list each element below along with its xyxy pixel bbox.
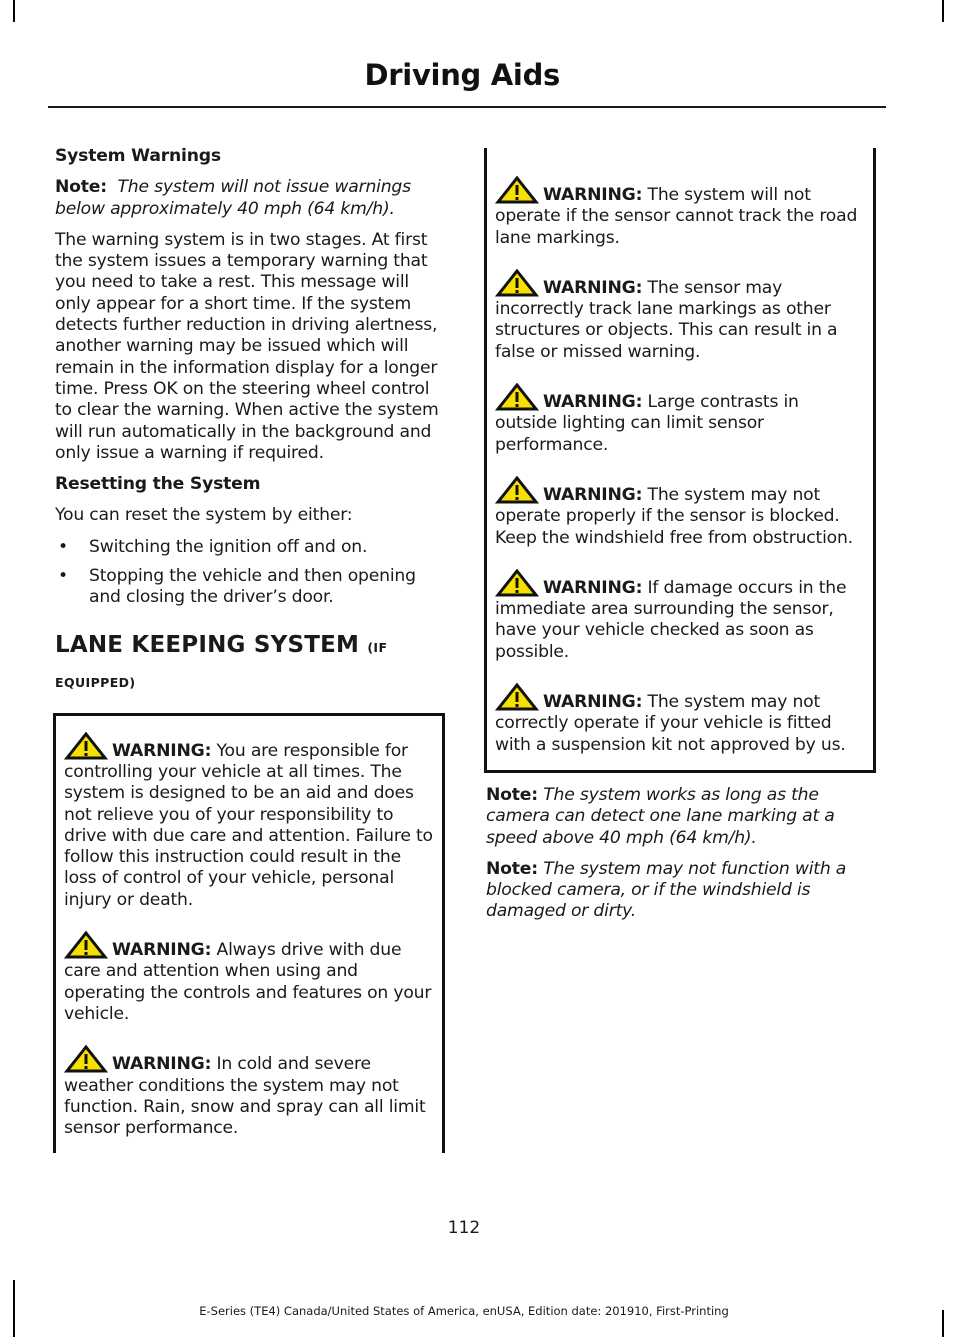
warning-triangle-icon: [495, 683, 539, 711]
resetting-heading: Resetting the System: [55, 474, 261, 495]
right-column: [486, 148, 878, 933]
warning-box-right: [484, 148, 876, 773]
system-warnings-heading: System Warnings: [55, 146, 221, 166]
page-number: 112: [447, 1218, 481, 1238]
warning-triangle-icon: [495, 569, 539, 597]
warning-item: WARNING: You are responsible for controlling your vehicle at all times. The system is designed to be an aid and does not relieve you of your responsibility to drive with due care and attention. Failure to follow this instruction could result in the loss of control of your vehicle, personal injury or death.: [64, 732, 434, 911]
note-speed: Note: The system will not issue warnings below approximately 40 mph (64 km/h).: [55, 177, 411, 219]
warning-item: WARNING: Always drive with due care and attention when using and operating the controls and features on your vehicle.: [64, 931, 434, 1025]
warning-item: WARNING: In cold and severe weather conditions the system may not function. Rain, snow and spray can all limit sensor performance.: [64, 1045, 434, 1139]
note-camera-lane: Note: The system works as long as the camera can detect one lane marking at a speed above 40 mph (64 km/h).: [486, 784, 835, 848]
warning-triangle-icon: [495, 383, 539, 411]
warning-triangle-icon: [495, 269, 539, 297]
crop-mark-top-left: [13, 0, 15, 22]
warning-triangle-icon: [64, 931, 108, 959]
warning-item: WARNING: If damage occurs in the immediate area surrounding the sensor, have your vehicle checked as soon as possible.: [495, 569, 865, 663]
warning-item: WARNING: The system may not operate properly if the sensor is blocked. Keep the windshield free from obstruction.: [495, 476, 865, 549]
section-heading-lane-keeping: LANE KEEPING SYSTEM (IF EQUIPPED): [55, 631, 388, 690]
warning-item: WARNING: The system will not operate if the sensor cannot track the road lane markings.: [495, 176, 865, 249]
page-title: Driving Aids: [364, 58, 560, 92]
list-item: • Stopping the vehicle and then opening and closing the driver’s door.: [58, 566, 416, 608]
note-blocked-camera: Note: The system may not function with a blocked camera, or if the windshield is damaged or dirty.: [486, 858, 847, 922]
warning-stages-paragraph: The warning system is in two stages. At first the system issues a temporary warning that you need to take a rest. This message will only appear for a short time. If the system detects further reduction in driving alertness, another warning may be issued which will remain in the information display for a longer time. Press OK on the steering wheel control to clear the warning. When active the system will run automatically in the background and only issue a warning if required.: [55, 229, 439, 463]
list-item: • Switching the ignition off and on.: [58, 536, 368, 557]
warning-triangle-icon: [495, 176, 539, 204]
warning-box-left: [53, 713, 445, 1154]
reset-bullet-list: [55, 537, 447, 609]
warning-triangle-icon: [64, 1045, 108, 1073]
warning-item: WARNING: Large contrasts in outside lighting can limit sensor performance.: [495, 383, 865, 456]
left-column: [55, 146, 447, 1153]
crop-mark-top-right: [942, 0, 944, 22]
warning-triangle-icon: [64, 732, 108, 760]
header-divider: [48, 106, 886, 108]
warning-item: WARNING: The system may not correctly operate if your vehicle is fitted with a suspension kit not approved by us.: [495, 683, 865, 756]
crop-mark-bottom-right: [942, 1310, 944, 1337]
warning-triangle-icon: [495, 476, 539, 504]
reset-intro: You can reset the system by either:: [55, 505, 353, 526]
warning-item: WARNING: The sensor may incorrectly track lane markings as other structures or objects. This can result in a false or missed warning.: [495, 269, 865, 363]
footer-edition: E-Series (TE4) Canada/United States of America, enUSA, Edition date: 201910, First-Printing: [199, 1304, 729, 1318]
